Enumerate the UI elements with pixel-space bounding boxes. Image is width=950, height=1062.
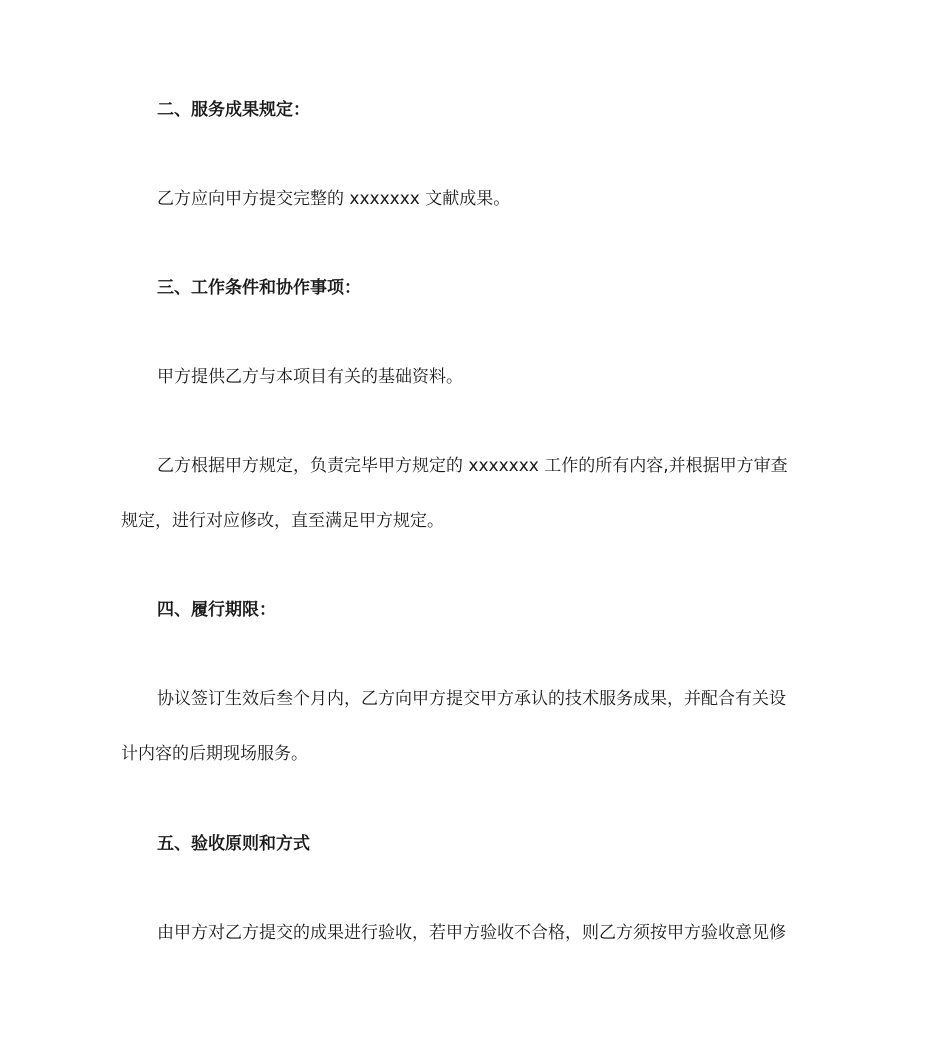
paragraph-line: 计内容的后期现场服务。 bbox=[121, 744, 308, 764]
paragraph-line: 规定，进行对应修改，直至满足甲方规定。 bbox=[121, 511, 444, 531]
section-heading-acceptance: 五、验收原则和方式 bbox=[157, 834, 310, 854]
section-heading-service-results: 二、服务成果规定： bbox=[157, 100, 310, 120]
paragraph-line: 由甲方对乙方提交的成果进行验收，若甲方验收不合格，则乙方须按甲方验收意见修 bbox=[157, 923, 786, 943]
section-heading-performance-period: 四、履行期限： bbox=[157, 600, 276, 620]
section-heading-work-conditions: 三、工作条件和协作事项： bbox=[157, 278, 361, 298]
paragraph-line: 乙方根据甲方规定，负责完毕甲方规定的 xxxxxxx 工作的所有内容,并根据甲方审查 bbox=[157, 456, 788, 476]
paragraph-line: 甲方提供乙方与本项目有关的基础资料。 bbox=[157, 367, 463, 387]
paragraph-line: 乙方应向甲方提交完整的 xxxxxxx 文献成果。 bbox=[157, 189, 511, 209]
paragraph-line: 协议签订生效后叁个月内，乙方向甲方提交甲方承认的技术服务成果，并配合有关设 bbox=[157, 689, 786, 709]
